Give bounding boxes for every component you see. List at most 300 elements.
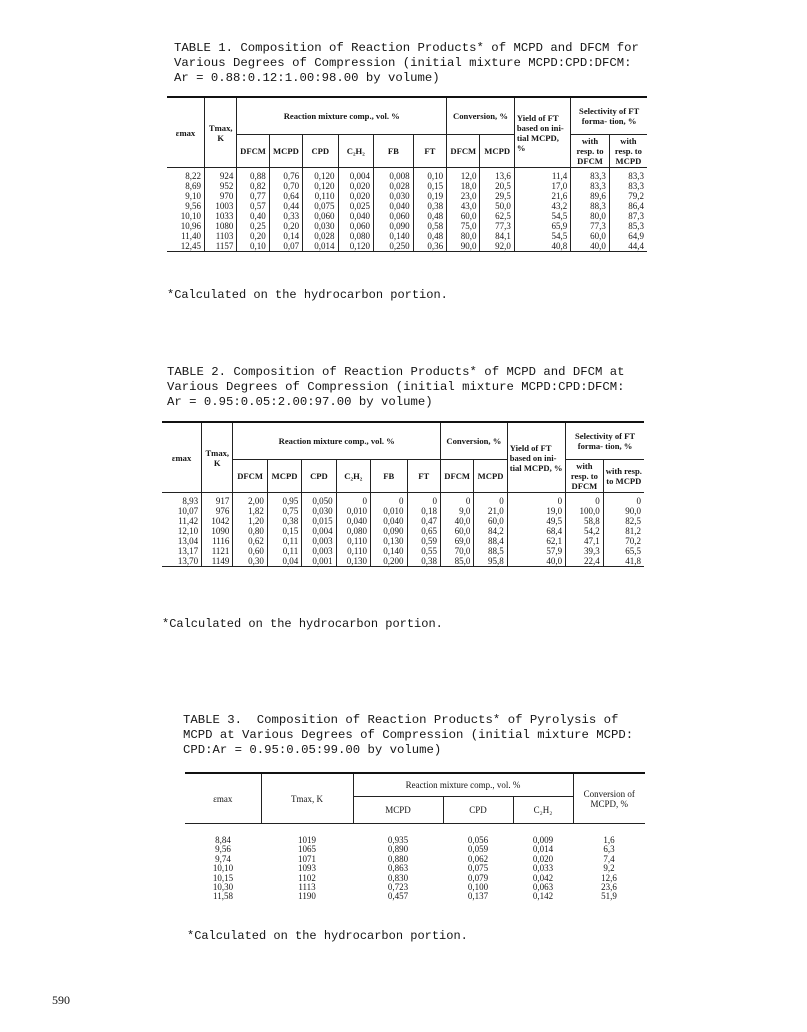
sub-header: DFCM: [237, 135, 269, 168]
table-row: [167, 181, 647, 191]
table-cell: 49,5: [507, 516, 565, 526]
table-cell: 0,079: [467, 872, 489, 883]
table-cell: 90,0: [603, 506, 644, 516]
table-cell: 88,4: [474, 536, 507, 546]
table-cell: 88,3: [571, 201, 610, 211]
table-cell: 0: [371, 493, 408, 507]
table-cell: 0,18: [407, 506, 440, 516]
table-cell: 21,0: [474, 506, 507, 516]
table-cell: 0,47: [407, 516, 440, 526]
table-row: [167, 231, 647, 241]
table-cell: 1033: [205, 211, 237, 221]
table1-caption: TABLE 1. Composition of Reaction Products* of MCPD and DFCM for Various Degrees of Compression (initial mixture MCPD:CPD:DFCM: Ar = 0.88:0.12:1.00:98.00 by volume): [174, 41, 639, 85]
table-cell: 1071: [298, 853, 316, 864]
sub-header: DFCM: [440, 460, 473, 493]
table-cell: 11,58: [213, 891, 233, 902]
table-cell: 0,060: [374, 211, 414, 221]
table-cell: 84,2: [474, 526, 507, 536]
table-cell: 0,120: [303, 168, 338, 182]
table-cell: 0,090: [371, 526, 408, 536]
table-cell: 0,080: [336, 526, 370, 536]
table-cell: 0,76: [269, 168, 302, 182]
table-cell: 10,30: [212, 882, 234, 893]
table-cell: 0,025: [338, 201, 373, 211]
sub-header: FB: [371, 460, 408, 493]
table-cell: 90,0: [447, 241, 480, 252]
table-row: [185, 883, 645, 892]
table-cell: 9,74: [215, 853, 231, 864]
table-cell: 0,040: [371, 516, 408, 526]
table-cell: 0,44: [269, 201, 302, 211]
table-cell: 0,040: [336, 516, 370, 526]
table-cell: 0,15: [267, 526, 301, 536]
table-cell: 0,003: [302, 546, 336, 556]
table-cell: 0,030: [374, 191, 414, 201]
table-row: [185, 855, 645, 864]
table-cell: 10,15: [212, 872, 234, 883]
table-cell: 0,137: [467, 891, 489, 902]
table2-footnote: *Calculated on the hydrocarbon portion.: [162, 617, 443, 631]
sub-header: C₂H₂: [513, 797, 573, 824]
emax-header: εmax: [167, 97, 205, 168]
table-cell: 0,059: [467, 844, 489, 855]
tmax-header: Tmax, K: [202, 422, 233, 493]
table-cell: 0,20: [237, 231, 269, 241]
table-cell: 0,80: [233, 526, 267, 536]
table-cell: 41,8: [603, 556, 644, 567]
table-cell: 0,075: [467, 863, 489, 874]
table-cell: 1190: [298, 891, 316, 902]
table-cell: 57,9: [507, 546, 565, 556]
table-cell: 0,70: [269, 181, 302, 191]
table-cell: 0,60: [233, 546, 267, 556]
table-cell: 1042: [202, 516, 233, 526]
table-cell: 62,1: [507, 536, 565, 546]
sub-header: DFCM: [447, 135, 480, 168]
table-cell: 12,0: [447, 168, 480, 182]
table-cell: 1103: [205, 231, 237, 241]
reaction-mixture-header: Reaction mixture comp., vol. %: [353, 773, 573, 797]
table-cell: 0,95: [267, 493, 301, 507]
table-cell: 54,2: [566, 526, 604, 536]
table-cell: 40,8: [514, 241, 570, 252]
table-cell: 9,2: [603, 863, 615, 874]
table-cell: 0,65: [407, 526, 440, 536]
table-row: [162, 506, 644, 516]
table-row: [167, 191, 647, 201]
table-cell: 0,028: [374, 181, 414, 191]
table-cell: 0: [474, 493, 507, 507]
table-cell: 1093: [298, 863, 316, 874]
table-cell: 10,07: [162, 506, 202, 516]
table-cell: 85,0: [440, 556, 473, 567]
table-cell: 0,723: [387, 882, 409, 893]
table-cell: 0,120: [303, 181, 338, 191]
table-cell: 0,030: [302, 506, 336, 516]
table-row: [167, 221, 647, 231]
table-cell: 70,0: [440, 546, 473, 556]
reaction-mixture-header: Reaction mixture comp., vol. %: [233, 422, 441, 460]
table-cell: 100,0: [566, 506, 604, 516]
table-row: [185, 892, 645, 901]
table-cell: 0,010: [336, 506, 370, 516]
sub-header: MCPD: [269, 135, 302, 168]
table-cell: 0,38: [407, 556, 440, 567]
sub-header: C₂H₂: [338, 135, 373, 168]
table-cell: 0,110: [336, 546, 370, 556]
table-cell: 19,0: [507, 506, 565, 516]
table-cell: 0: [407, 493, 440, 507]
table-cell: 10,10: [167, 211, 205, 221]
table-cell: 924: [205, 168, 237, 182]
table3: [185, 772, 645, 902]
table-cell: 0,056: [467, 835, 489, 845]
table-cell: 0,009: [532, 835, 554, 845]
table-cell: 0,77: [237, 191, 269, 201]
table-cell: 62,5: [480, 211, 514, 221]
table-cell: 83,3: [609, 181, 647, 191]
table-cell: 0,33: [269, 211, 302, 221]
table-cell: 12,10: [162, 526, 202, 536]
table-cell: 80,0: [571, 211, 610, 221]
table-cell: 0,25: [237, 221, 269, 231]
table-cell: 86,4: [609, 201, 647, 211]
table-cell: 23,6: [601, 882, 617, 893]
table-cell: 75,0: [447, 221, 480, 231]
table1: [167, 96, 647, 252]
table-cell: 79,2: [609, 191, 647, 201]
table2-caption: TABLE 2. Composition of Reaction Products* of MCPD and DFCM at Various Degrees of Compression (initial mixture MCPD:CPD:DFCM: Ar = 0.95:0.05:2.00:97.00 by volume): [167, 365, 625, 409]
conversion-header: Conversion, %: [440, 422, 507, 460]
table-cell: 1090: [202, 526, 233, 536]
table-cell: 0,15: [413, 181, 446, 191]
sel-mcpd-header: with resp. to MCPD: [603, 460, 644, 493]
table-cell: 0,063: [532, 882, 554, 893]
table-cell: 0,30: [233, 556, 267, 567]
sub-header: CPD: [443, 797, 513, 824]
table-cell: 0,20: [269, 221, 302, 231]
selectivity-header: Selectivity of FT forma- tion, %: [566, 422, 644, 460]
sub-header: MCPD: [474, 460, 507, 493]
table-cell: 976: [202, 506, 233, 516]
conversion-header: Conversion of MCPD, %: [573, 773, 645, 824]
table-cell: 0,080: [338, 231, 373, 241]
table-cell: 0,060: [338, 221, 373, 231]
table-cell: 952: [205, 181, 237, 191]
conversion-header: Conversion, %: [447, 97, 515, 135]
table-cell: 0,001: [302, 556, 336, 567]
table-cell: 60,0: [447, 211, 480, 221]
table-cell: 0,88: [237, 168, 269, 182]
table-cell: 88,5: [474, 546, 507, 556]
table-cell: 1,82: [233, 506, 267, 516]
table-cell: 0: [336, 493, 370, 507]
table-cell: 0,48: [413, 231, 446, 241]
sub-header: FT: [407, 460, 440, 493]
table-cell: 10,96: [167, 221, 205, 231]
tmax-header: Tmax, K: [205, 97, 237, 168]
table-cell: 8,93: [162, 493, 202, 507]
table-cell: 0,863: [387, 863, 409, 874]
yield-header: Yield of FT based on ini- tial MCPD, %: [514, 97, 570, 168]
table-cell: 0: [440, 493, 473, 507]
sub-header: FB: [374, 135, 414, 168]
table-cell: 1113: [298, 882, 316, 893]
table-row: [185, 874, 645, 883]
table-cell: 0,64: [269, 191, 302, 201]
table-cell: 0,07: [269, 241, 302, 252]
table-cell: 40,0: [571, 241, 610, 252]
sub-header: DFCM: [233, 460, 267, 493]
table-cell: 70,2: [603, 536, 644, 546]
table-cell: 60,0: [474, 516, 507, 526]
table-cell: 0,028: [303, 231, 338, 241]
table-cell: 0,130: [336, 556, 370, 567]
table-cell: 64,9: [609, 231, 647, 241]
emax-header: εmax: [185, 773, 261, 824]
table-cell: 1121: [202, 546, 233, 556]
table-cell: 0,10: [413, 168, 446, 182]
table-cell: 80,0: [447, 231, 480, 241]
table-row: [185, 864, 645, 873]
table1-footnote: *Calculated on the hydrocarbon portion.: [167, 288, 448, 302]
sub-header: CPD: [302, 460, 336, 493]
table-cell: 18,0: [447, 181, 480, 191]
table-cell: 40,0: [440, 516, 473, 526]
table-cell: 0,36: [413, 241, 446, 252]
table3-footnote: *Calculated on the hydrocarbon portion.: [187, 929, 468, 943]
table-cell: 0,008: [374, 168, 414, 182]
table-cell: 8,69: [167, 181, 205, 191]
table-cell: 0,003: [302, 536, 336, 546]
table-cell: 17,0: [514, 181, 570, 191]
table-cell: 1102: [298, 872, 316, 883]
table-cell: 0,090: [374, 221, 414, 231]
table-cell: 23,0: [447, 191, 480, 201]
table-cell: 0,130: [371, 536, 408, 546]
table-cell: 0,38: [267, 516, 301, 526]
table-cell: 0,10: [237, 241, 269, 252]
table-cell: 0,050: [302, 493, 336, 507]
sub-header: MCPD: [267, 460, 301, 493]
table-cell: 95,8: [474, 556, 507, 567]
selectivity-header: Selectivity of FT forma- tion, %: [571, 97, 647, 135]
table-cell: 0,14: [269, 231, 302, 241]
table-cell: 9,56: [167, 201, 205, 211]
table-cell: 29,5: [480, 191, 514, 201]
table-cell: 0,100: [467, 882, 489, 893]
table-cell: 51,9: [601, 891, 617, 902]
table-cell: 0,110: [303, 191, 338, 201]
reaction-mixture-header: Reaction mixture comp., vol. %: [237, 97, 447, 135]
table-cell: 84,1: [480, 231, 514, 241]
table-cell: 40,0: [507, 556, 565, 567]
sub-header: CPD: [303, 135, 338, 168]
table-cell: 65,5: [603, 546, 644, 556]
table-cell: 0: [507, 493, 565, 507]
table-cell: 12,45: [167, 241, 205, 252]
table-cell: 0,120: [338, 241, 373, 252]
table-cell: 8,22: [167, 168, 205, 182]
table-row: [185, 845, 645, 854]
table-cell: 83,3: [571, 168, 610, 182]
table-cell: 60,0: [571, 231, 610, 241]
sub-header: MCPD: [353, 797, 443, 824]
table-row: [162, 516, 644, 526]
table-cell: 13,70: [162, 556, 202, 567]
table-cell: 22,4: [566, 556, 604, 567]
table-row: [167, 211, 647, 221]
table-cell: 89,6: [571, 191, 610, 201]
table-cell: 1065: [298, 844, 316, 855]
table-cell: 0,142: [532, 891, 554, 902]
table-cell: 0,020: [532, 853, 554, 864]
table-row: [167, 241, 647, 252]
table-row: [167, 168, 647, 182]
table-cell: 0,59: [407, 536, 440, 546]
table-row: [185, 836, 645, 845]
table-cell: 0,04: [267, 556, 301, 567]
table-cell: 0,457: [387, 891, 409, 902]
table-cell: 43,0: [447, 201, 480, 211]
table-cell: 2,00: [233, 493, 267, 507]
table-cell: 0,55: [407, 546, 440, 556]
table-cell: 0,935: [387, 835, 409, 845]
yield-header: Yield of FT based on ini- tial MCPD, %: [507, 422, 565, 493]
table-cell: 0,020: [338, 181, 373, 191]
table3-caption: TABLE 3. Composition of Reaction Products* of Pyrolysis of MCPD at Various Degrees of Compression (initial mixture MCPD: CPD:Ar = 0.95:0.05:99.00 by volume): [183, 713, 634, 757]
table-cell: 0,015: [302, 516, 336, 526]
table-cell: 21,6: [514, 191, 570, 201]
table-cell: 87,3: [609, 211, 647, 221]
table-row: [162, 493, 644, 507]
table-cell: 0,040: [374, 201, 414, 211]
table-cell: 54,5: [514, 211, 570, 221]
table-cell: 0,075: [303, 201, 338, 211]
sub-header: FT: [413, 135, 446, 168]
table-cell: 1019: [298, 835, 316, 845]
table-cell: 11,4: [514, 168, 570, 182]
table-cell: 68,4: [507, 526, 565, 536]
table-cell: 0,042: [532, 872, 554, 883]
table-cell: 0,58: [413, 221, 446, 231]
table-cell: 0,140: [371, 546, 408, 556]
table-cell: 13,17: [162, 546, 202, 556]
table-cell: 0,020: [338, 191, 373, 201]
sel-dfcm-header: with resp. to DFCM: [566, 460, 604, 493]
table-cell: 0,48: [413, 211, 446, 221]
table-row: [167, 201, 647, 211]
sub-header: MCPD: [480, 135, 514, 168]
sel-dfcm-header: with resp. to DFCM: [571, 135, 610, 168]
table-cell: 92,0: [480, 241, 514, 252]
table-cell: 0,030: [303, 221, 338, 231]
table-row: [162, 556, 644, 567]
table-cell: 1080: [205, 221, 237, 231]
table-cell: 6,3: [603, 844, 615, 855]
table-cell: 65,9: [514, 221, 570, 231]
table-cell: 9,56: [215, 844, 231, 855]
table-cell: 0,010: [371, 506, 408, 516]
table-cell: 0: [603, 493, 644, 507]
table-cell: 0,11: [267, 536, 301, 546]
table-cell: 60,0: [440, 526, 473, 536]
table-cell: 0,062: [467, 853, 489, 864]
page-number: 590: [52, 993, 70, 1007]
table-cell: 9,10: [167, 191, 205, 201]
table2: [162, 421, 644, 567]
table-cell: 0,62: [233, 536, 267, 546]
sel-mcpd-header: with resp. to MCPD: [609, 135, 647, 168]
table-cell: 7,4: [603, 853, 615, 864]
table-cell: 0,38: [413, 201, 446, 211]
table-cell: 0,890: [387, 844, 409, 855]
table-cell: 82,5: [603, 516, 644, 526]
table-cell: 83,3: [571, 181, 610, 191]
table-cell: 0,57: [237, 201, 269, 211]
table-cell: 47,1: [566, 536, 604, 546]
table-cell: 0,014: [532, 844, 554, 855]
emax-header: εmax: [162, 422, 202, 493]
table-cell: 12,6: [601, 872, 617, 883]
table-cell: 69,0: [440, 536, 473, 546]
table-cell: 8,84: [215, 835, 231, 845]
tmax-header: Tmax, K: [261, 773, 353, 824]
table-cell: 0,11: [267, 546, 301, 556]
table-cell: 44,4: [609, 241, 647, 252]
table-cell: 13,04: [162, 536, 202, 546]
table-cell: 54,5: [514, 231, 570, 241]
table-cell: 1003: [205, 201, 237, 211]
table-cell: 0,19: [413, 191, 446, 201]
table-cell: 0,040: [338, 211, 373, 221]
table-cell: 1157: [205, 241, 237, 252]
table-cell: 0,060: [303, 211, 338, 221]
table-cell: 77,3: [571, 221, 610, 231]
table-cell: 77,3: [480, 221, 514, 231]
table-cell: 0,200: [371, 556, 408, 567]
table-cell: 0,82: [237, 181, 269, 191]
table-cell: 1149: [202, 556, 233, 567]
table-cell: 0,014: [303, 241, 338, 252]
table-cell: 50,0: [480, 201, 514, 211]
table-cell: 83,3: [609, 168, 647, 182]
table-cell: 917: [202, 493, 233, 507]
table-cell: 43,2: [514, 201, 570, 211]
table-cell: 970: [205, 191, 237, 201]
table-cell: 0,004: [338, 168, 373, 182]
table-cell: 0,110: [336, 536, 370, 546]
table-row: [162, 536, 644, 546]
sub-header: C₂H₂: [336, 460, 370, 493]
table-cell: 81,2: [603, 526, 644, 536]
table-cell: 58,8: [566, 516, 604, 526]
table-cell: 1,6: [603, 835, 615, 845]
table-cell: 0,250: [374, 241, 414, 252]
table-cell: 11,42: [162, 516, 202, 526]
table-cell: 13,6: [480, 168, 514, 182]
table-cell: 0,40: [237, 211, 269, 221]
table-cell: 0: [566, 493, 604, 507]
table-cell: 0,75: [267, 506, 301, 516]
table-row: [162, 546, 644, 556]
table-cell: 0,140: [374, 231, 414, 241]
table-cell: 10,10: [212, 863, 234, 874]
table-cell: 20,5: [480, 181, 514, 191]
table-cell: 0,033: [532, 863, 554, 874]
table-cell: 0,880: [387, 853, 409, 864]
table-cell: 39,3: [566, 546, 604, 556]
